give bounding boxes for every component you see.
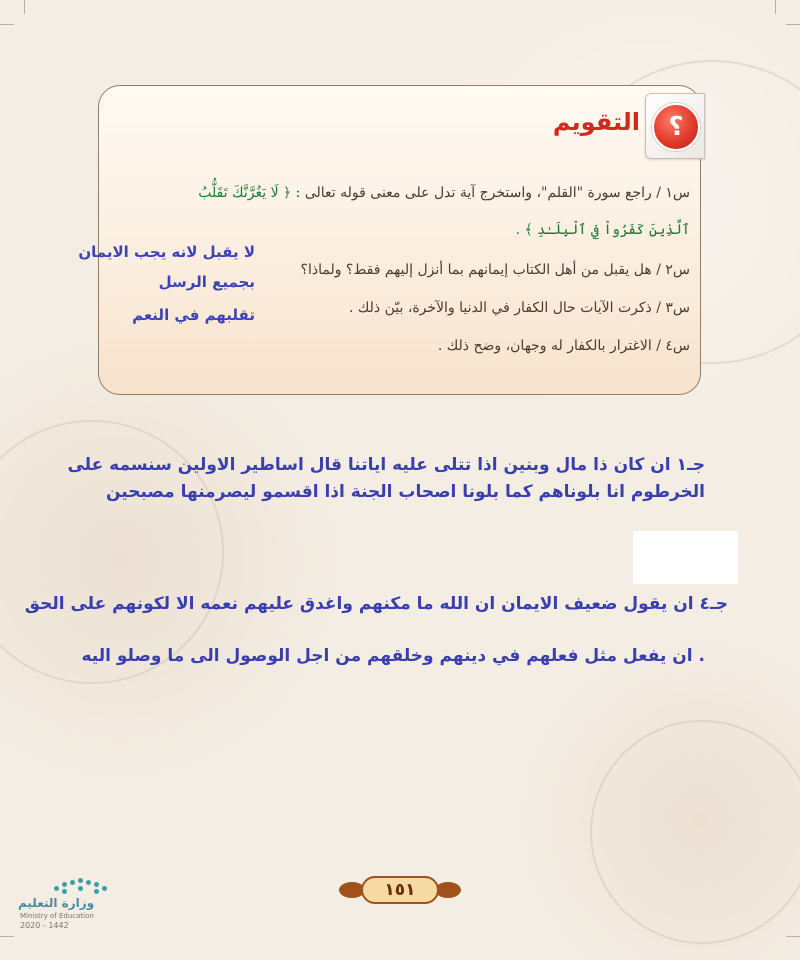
answer-4-line-2: . ان يفعل مثل فعلهم في دينهم وخلقهم من اجل الوصول الى ما وصلو اليه [81,646,705,666]
crop-mark [786,936,800,937]
logo-dots-icon [54,878,114,894]
section-title: التقويم [552,108,640,136]
blank-text-box[interactable] [633,531,738,584]
question-1-prefix: س١ / راجع سورة "القلم"، واستخرج آية تدل على معنى قوله تعالى : [291,185,690,201]
background-ornament [590,720,800,944]
logo-english-name: Ministry of Education [20,912,94,920]
question-1-ayah-part-2: ٱلَّذِينَ كَفَرُواْ فِي ٱلْبِلَـٰدِ ﴾ . [515,222,690,238]
answer-4-line-1: جـ٤ ان يقول ضعيف الايمان ان الله ما مكنهم واغدق عليهم نعمه الا لكونهم على الحق [24,594,728,614]
question-1-ayah-part-1: ﴿ لَا يَغُرَّنَّكَ تَقَلُّبُ [198,185,292,201]
page-number-ornament [335,872,465,908]
answer-1-line-1: جـ١ ان كان ذا مال وبنين اذا تتلى عليه اياتنا قال اساطير الاولين سنسمه على [67,455,705,475]
question-3: س٣ / ذكرت الآيات حال الكفار في الدنيا والآخرة، بيّن ذلك . [348,300,690,316]
question-4: س٤ / الاغترار بالكفار له وجهان، وضح ذلك . [437,338,690,354]
page-number: ١٥١ [384,880,416,900]
crop-mark [786,24,800,25]
answer-1-line-2: الخرطوم انا بلوناهم كما بلونا اصحاب الجنة اذا اقسمو ليصرمنها مصبحين [105,482,705,502]
crop-mark [775,0,776,14]
crop-mark [0,24,14,25]
crop-mark [0,936,14,937]
question-mark-icon [652,103,700,151]
question-1-line-1 [198,185,690,201]
annotation-answer-4-short: تقلبهم في النعم [132,306,255,324]
question-2: س٢ / هل يقبل من أهل الكتاب إيمانهم بما أنزل إليهم فقط؟ ولماذا؟ [300,262,690,278]
badge-symbol: ؟ [668,112,684,142]
crop-mark [24,0,25,14]
annotation-answer-2-line-1: لا يقبل لانه يجب الايمان [78,243,255,261]
logo-year: 2020 - 1442 [20,921,69,930]
ministry-logo [18,878,128,938]
annotation-answer-2-line-2: بجميع الرسل [158,273,255,291]
logo-arabic-name: وزارة التعليم [18,896,95,910]
